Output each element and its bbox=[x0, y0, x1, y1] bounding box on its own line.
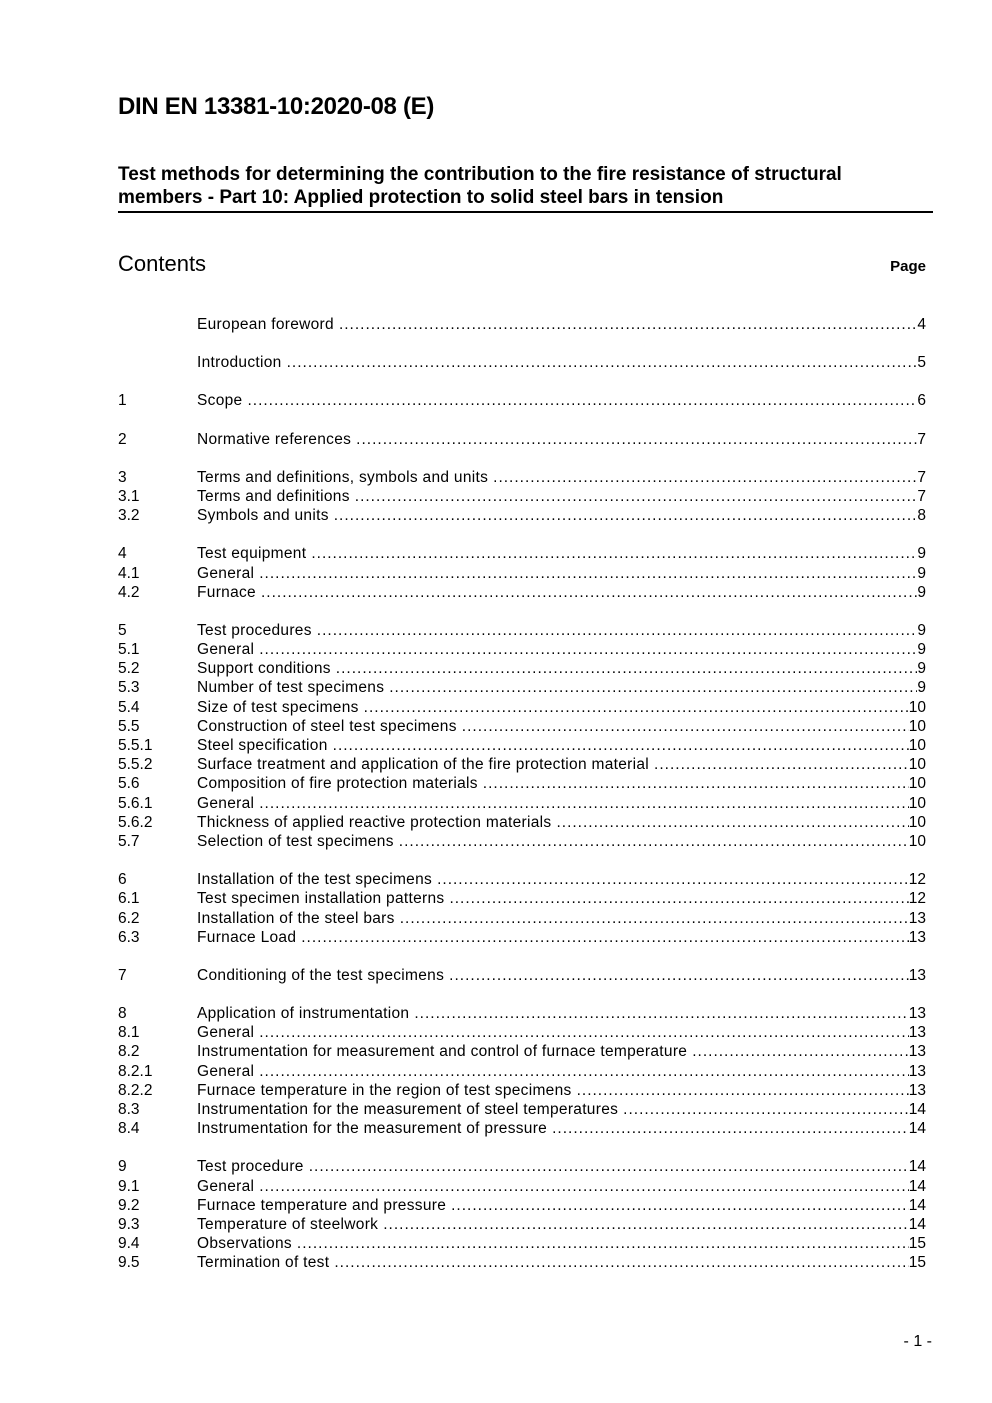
toc-entry-title: Test procedure bbox=[197, 1158, 304, 1176]
toc-entry-title: Conditioning of the test specimens bbox=[197, 966, 445, 984]
toc-entry-number: 5.5.2 bbox=[118, 756, 153, 774]
toc-dot-leader bbox=[687, 1042, 909, 1061]
toc-entry bbox=[118, 966, 926, 985]
toc-entry bbox=[118, 659, 926, 678]
toc-entry-page: 9 bbox=[917, 660, 926, 678]
toc-dot-leader bbox=[331, 659, 918, 678]
toc-dot-leader bbox=[395, 909, 909, 928]
toc-entry-page: 13 bbox=[908, 909, 926, 927]
toc-entry-page: 13 bbox=[908, 1043, 926, 1061]
toc-entry-page: 14 bbox=[908, 1215, 926, 1233]
toc-dot-leader bbox=[312, 621, 918, 640]
subtitle-line-1: Test methods for determining the contribution to the fire resistance of structural bbox=[118, 164, 842, 185]
toc-dot-leader bbox=[384, 678, 917, 697]
toc-entry-page: 13 bbox=[908, 1081, 926, 1099]
toc-entry-title: Instrumentation for the measurement of steel temperatures bbox=[197, 1101, 619, 1118]
toc-entry bbox=[118, 1157, 926, 1176]
toc-entry-title: Installation of the steel bars bbox=[197, 909, 395, 927]
toc-entry-page: 9 bbox=[917, 679, 926, 697]
toc-entry-title: General bbox=[197, 641, 255, 659]
toc-entry-page: 9 bbox=[917, 545, 926, 563]
toc-entry-title: Furnace Load bbox=[197, 928, 297, 946]
toc-entry bbox=[118, 468, 926, 487]
toc-entry-page: 13 bbox=[908, 1062, 926, 1080]
toc-entry-number: 8 bbox=[118, 1005, 127, 1023]
toc-dot-leader bbox=[378, 1215, 909, 1234]
page-column-label: Page bbox=[890, 258, 926, 275]
toc-entry bbox=[118, 774, 926, 793]
toc-dot-leader bbox=[254, 794, 909, 813]
toc-dot-leader bbox=[304, 1157, 909, 1176]
toc-entry bbox=[118, 1119, 926, 1138]
document-title: DIN EN 13381-10:2020-08 (E) bbox=[118, 93, 435, 120]
toc-entry bbox=[118, 1004, 926, 1023]
toc-entry bbox=[118, 717, 926, 736]
footer-page-number: - 1 - bbox=[903, 1333, 932, 1350]
toc-dot-leader bbox=[328, 736, 909, 755]
toc-dot-leader bbox=[478, 774, 909, 793]
toc-entry bbox=[118, 506, 926, 525]
toc-entry bbox=[118, 1100, 926, 1119]
toc-entry-number: 5.6.1 bbox=[118, 794, 153, 812]
toc-entry bbox=[118, 564, 926, 583]
toc-entry-page: 7 bbox=[917, 468, 926, 486]
toc-entry-number: 4.2 bbox=[118, 583, 140, 601]
toc-entry-number: 5.2 bbox=[118, 660, 140, 678]
toc-entry-page: 12 bbox=[908, 890, 926, 908]
toc-entry bbox=[118, 430, 926, 449]
toc-entry-number: 3 bbox=[118, 468, 127, 486]
toc-entry-title: Scope bbox=[197, 392, 243, 410]
toc-entry-title: Terms and definitions bbox=[197, 487, 350, 505]
toc-dot-leader bbox=[457, 717, 909, 736]
toc-entry-page: 10 bbox=[908, 756, 926, 774]
toc-entry-page: 9 bbox=[917, 564, 926, 582]
toc-dot-leader bbox=[282, 353, 918, 372]
toc-entry-title: General bbox=[197, 794, 255, 812]
toc-entry-number: 5.5 bbox=[118, 717, 140, 735]
toc-entry bbox=[118, 1062, 926, 1081]
toc-dot-leader bbox=[351, 430, 917, 449]
toc-entry-page: 6 bbox=[917, 392, 926, 410]
toc-entry-title: Termination of test bbox=[197, 1254, 330, 1272]
toc-dot-leader bbox=[306, 544, 917, 563]
toc-entry-page: 4 bbox=[917, 316, 926, 333]
toc-entry bbox=[118, 1196, 926, 1215]
toc-entry bbox=[118, 1234, 926, 1253]
toc-entry bbox=[118, 909, 926, 928]
toc-entry bbox=[118, 1081, 926, 1100]
toc-entry-title: General bbox=[197, 1062, 255, 1080]
toc-dot-leader bbox=[329, 506, 918, 525]
toc-entry-number: 7 bbox=[118, 966, 127, 984]
toc-entry-page: 9 bbox=[917, 583, 926, 601]
toc-entry-title: Test procedures bbox=[197, 621, 312, 639]
toc-entry bbox=[118, 487, 926, 506]
toc-entry-number: 9.3 bbox=[118, 1215, 140, 1233]
toc-entry-number: 6 bbox=[118, 871, 127, 889]
toc-dot-leader bbox=[572, 1081, 909, 1100]
toc-entry-number: 9.2 bbox=[118, 1196, 140, 1214]
toc-dot-leader bbox=[649, 755, 909, 774]
toc-entry-number: 8.2 bbox=[118, 1043, 140, 1061]
toc-entry-title: Introduction bbox=[197, 354, 282, 372]
toc-entry-title: Observations bbox=[197, 1235, 292, 1253]
toc-entry-page: 10 bbox=[908, 737, 926, 754]
subtitle-line-2: members - Part 10: Applied protection to solid steel bars in tension bbox=[118, 187, 724, 208]
toc-entry-title: Instrumentation for the measurement of pressure bbox=[197, 1120, 548, 1138]
toc-entry bbox=[118, 391, 926, 410]
toc-entry-title: Instrumentation for measurement and control of furnace temperature bbox=[197, 1043, 688, 1061]
toc-entry-page: 8 bbox=[917, 507, 926, 525]
toc-entry-number: 5.4 bbox=[118, 698, 140, 716]
toc-dot-leader bbox=[329, 1253, 908, 1272]
toc-entry bbox=[118, 794, 926, 813]
toc-entry-title: Furnace bbox=[197, 583, 256, 601]
toc-dot-leader bbox=[488, 468, 917, 487]
toc-entry-title: Symbols and units bbox=[197, 507, 329, 525]
toc-entry-page: 13 bbox=[908, 1024, 926, 1042]
toc-entry-number: 2 bbox=[118, 430, 127, 448]
toc-entry-title: Application of instrumentation bbox=[197, 1005, 410, 1023]
toc-entry-number: 3.2 bbox=[118, 507, 140, 525]
toc-entry-number: 5.1 bbox=[118, 641, 140, 659]
toc-entry-number: 8.4 bbox=[118, 1120, 140, 1138]
toc-entry-page: 7 bbox=[917, 430, 926, 448]
toc-entry-title: General bbox=[197, 1024, 255, 1042]
toc-entry-title: Selection of test specimens bbox=[197, 832, 394, 850]
toc-entry-number: 4 bbox=[118, 545, 127, 563]
toc-entry-number: 5.6.2 bbox=[118, 813, 153, 831]
toc-entry-title: Test equipment bbox=[197, 545, 307, 563]
toc-entry-number: 8.2.2 bbox=[118, 1081, 153, 1099]
toc-dot-leader bbox=[334, 315, 917, 334]
toc-entry-page: 13 bbox=[908, 928, 926, 946]
toc-dot-leader bbox=[394, 832, 909, 851]
toc-entry-number: 9 bbox=[118, 1158, 127, 1176]
toc-entry-page: 14 bbox=[908, 1120, 926, 1138]
toc-entry-number: 9.1 bbox=[118, 1177, 140, 1195]
toc-entry bbox=[118, 678, 926, 697]
toc-entry-title: General bbox=[197, 564, 255, 582]
toc-entry-page: 9 bbox=[917, 641, 926, 659]
toc-entry-page: 12 bbox=[908, 871, 926, 889]
toc-dot-leader bbox=[242, 391, 917, 410]
toc-entry bbox=[118, 1215, 926, 1234]
toc-entry bbox=[118, 544, 926, 563]
toc-entry-title: Furnace temperature in the region of test specimens bbox=[197, 1081, 572, 1099]
toc-entry-page: 10 bbox=[908, 813, 926, 831]
toc-entry bbox=[118, 698, 926, 717]
toc-dot-leader bbox=[432, 870, 909, 889]
toc-entry-number: 9.4 bbox=[118, 1235, 140, 1253]
toc-entry-number: 5 bbox=[118, 621, 127, 639]
toc-entry-title: Installation of the test specimens bbox=[197, 871, 433, 889]
toc-dot-leader bbox=[446, 1196, 909, 1215]
toc-entry-page: 10 bbox=[908, 698, 926, 716]
toc-dot-leader bbox=[359, 698, 909, 717]
toc-entry bbox=[118, 832, 926, 851]
toc-entry-title: Furnace temperature and pressure bbox=[197, 1196, 447, 1214]
toc-entry-page: 15 bbox=[908, 1235, 926, 1253]
toc-entry-number: 3.1 bbox=[118, 487, 140, 505]
toc-entry-title: Surface treatment and application of the fire protection material bbox=[197, 756, 650, 774]
toc-dot-leader bbox=[350, 487, 918, 506]
toc-entry-number: 4.1 bbox=[118, 564, 140, 582]
toc-dot-leader bbox=[547, 1119, 909, 1138]
toc-entry-title: Construction of steel test specimens bbox=[197, 717, 457, 735]
toc-entry bbox=[118, 315, 926, 334]
toc-dot-leader bbox=[254, 1062, 909, 1081]
toc-entry-page: 13 bbox=[908, 966, 926, 984]
toc-entry-number: 6.1 bbox=[118, 890, 140, 908]
toc-dot-leader bbox=[254, 640, 917, 659]
table-of-contents bbox=[118, 315, 926, 1273]
toc-entry-number: 6.2 bbox=[118, 909, 140, 927]
toc-entry-number: 8.2.1 bbox=[118, 1062, 153, 1080]
toc-dot-leader bbox=[254, 564, 917, 583]
toc-dot-leader bbox=[296, 928, 909, 947]
toc-entry-page: 10 bbox=[908, 794, 926, 812]
toc-entry-page: 10 bbox=[908, 775, 926, 793]
toc-entry-page: 15 bbox=[908, 1254, 926, 1272]
toc-entry-title: Test specimen installation patterns bbox=[197, 890, 445, 908]
toc-entry-title: Support conditions bbox=[197, 660, 331, 678]
toc-dot-leader bbox=[254, 1177, 909, 1196]
toc-entry-page: 14 bbox=[908, 1177, 926, 1195]
document-subtitle bbox=[118, 163, 933, 213]
toc-entry-title: Steel specification bbox=[197, 737, 328, 754]
toc-entry-page: 14 bbox=[908, 1158, 926, 1176]
toc-entry-page: 14 bbox=[908, 1196, 926, 1214]
toc-entry-page: 5 bbox=[917, 354, 926, 372]
toc-entry-number: 8.1 bbox=[118, 1024, 140, 1042]
toc-entry-title: European foreword bbox=[197, 316, 334, 333]
toc-entry bbox=[118, 621, 926, 640]
toc-entry bbox=[118, 1023, 926, 1042]
toc-entry-number: 6.3 bbox=[118, 928, 140, 946]
toc-entry-number: 5.5.1 bbox=[118, 737, 153, 754]
toc-entry-title: Number of test specimens bbox=[197, 679, 385, 697]
toc-entry-title: General bbox=[197, 1177, 255, 1195]
toc-entry bbox=[118, 353, 926, 372]
toc-entry-number: 5.3 bbox=[118, 679, 140, 697]
toc-entry bbox=[118, 1177, 926, 1196]
toc-entry-title: Size of test specimens bbox=[197, 698, 359, 716]
toc-entry-number: 5.7 bbox=[118, 832, 140, 850]
toc-entry-title: Terms and definitions, symbols and units bbox=[197, 468, 489, 486]
toc-entry bbox=[118, 928, 926, 947]
toc-dot-leader bbox=[409, 1004, 908, 1023]
toc-dot-leader bbox=[256, 583, 917, 602]
toc-entry bbox=[118, 1042, 926, 1061]
toc-entry bbox=[118, 813, 926, 832]
contents-heading: Contents bbox=[118, 251, 207, 276]
toc-entry-page: 9 bbox=[917, 621, 926, 639]
toc-dot-leader bbox=[254, 1023, 909, 1042]
toc-dot-leader bbox=[551, 813, 908, 832]
toc-dot-leader bbox=[444, 889, 908, 908]
toc-entry-page: 14 bbox=[908, 1101, 926, 1118]
toc-entry bbox=[118, 583, 926, 602]
toc-entry-page: 13 bbox=[908, 1005, 926, 1023]
toc-entry bbox=[118, 755, 926, 774]
toc-entry-title: Temperature of steelwork bbox=[197, 1215, 379, 1233]
toc-entry bbox=[118, 870, 926, 889]
toc-entry-title: Thickness of applied reactive protection materials bbox=[197, 813, 552, 831]
toc-entry-title: Composition of fire protection materials bbox=[197, 775, 478, 793]
toc-entry-number: 5.6 bbox=[118, 775, 140, 793]
toc-dot-leader bbox=[292, 1234, 909, 1253]
toc-entry-number: 9.5 bbox=[118, 1254, 140, 1272]
toc-entry bbox=[118, 889, 926, 908]
toc-entry bbox=[118, 736, 926, 755]
toc-dot-leader bbox=[444, 966, 909, 985]
toc-entry-page: 10 bbox=[908, 717, 926, 735]
toc-entry-page: 7 bbox=[917, 487, 926, 505]
toc-dot-leader bbox=[618, 1100, 909, 1119]
toc-entry-number: 8.3 bbox=[118, 1101, 140, 1118]
toc-entry-title: Normative references bbox=[197, 430, 352, 448]
toc-entry bbox=[118, 1253, 926, 1272]
toc-entry bbox=[118, 640, 926, 659]
toc-entry-page: 10 bbox=[908, 832, 926, 850]
toc-entry-number: 1 bbox=[118, 392, 127, 410]
